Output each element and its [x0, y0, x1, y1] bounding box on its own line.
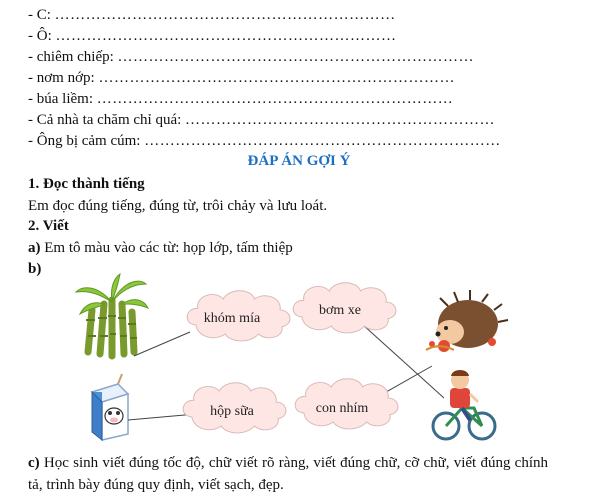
cloud-hop-sua — [183, 383, 286, 433]
exercise-line-ca-nha — [28, 111, 495, 129]
cloud-bom-xe — [293, 283, 396, 333]
line-label: - búa liềm: — [28, 91, 93, 107]
milk-carton-icon — [92, 374, 128, 440]
answer-blank: …………………………………………………………… — [96, 91, 454, 107]
answer-blank: …………………………………………………………… — [117, 49, 475, 65]
cloud-con-nhim — [295, 379, 398, 429]
answer-blank: …………………………………………………… — [185, 112, 496, 128]
item-c-text: Học sinh viết đúng tốc độ, chữ viết rõ ràng, viết đúng chữ, cỡ chữ, viết đúng chính tả, trình bày đúng quy định, viết sạch, đẹp. — [28, 455, 548, 493]
section2-b-label: b) — [28, 261, 42, 277]
section2-title: 2. Viết — [28, 218, 69, 234]
answer-heading: ĐÁP ÁN GỢI Ý — [247, 153, 351, 169]
line-label: - Ô: — [28, 28, 52, 44]
item-c-label: c) — [28, 455, 40, 471]
exercise-line-c — [28, 6, 396, 24]
answer-blank: ………………………………………………………… — [55, 28, 397, 44]
cloud-label: khóm mía — [203, 311, 261, 326]
exercise-line-chiem-chiep — [28, 48, 474, 66]
line-label: - C: — [28, 7, 51, 23]
section2-a — [28, 239, 293, 257]
sugarcane-icon — [76, 274, 148, 356]
exercise-line-o — [28, 27, 397, 45]
exercise-line-ong-bi-cam — [28, 132, 501, 150]
exercise-line-nom-nop — [28, 69, 455, 87]
item-a-text: Em tô màu vào các từ: họp lớp, tấm thiệp — [40, 240, 293, 256]
cloud-khom-mia — [187, 291, 290, 341]
line-label: - nơm nớp: — [28, 70, 95, 86]
hedgehog-icon — [426, 290, 508, 352]
section1-text: Em đọc đúng tiếng, đúng từ, trôi chảy và lưu loát. — [28, 198, 328, 214]
answer-blank: …………………………………………………………… — [144, 133, 501, 149]
matching-figure — [0, 270, 598, 450]
cloud-label: bơm xe — [318, 303, 362, 318]
line-label: - chiêm chiếp: — [28, 49, 114, 65]
cloud-label: hộp sữa — [210, 404, 254, 419]
answer-blank: ………………………………………………………… — [54, 7, 396, 23]
line-label: - Ông bị cảm cúm: — [28, 133, 141, 149]
item-a-label: a) — [28, 240, 41, 256]
answer-blank: …………………………………………………………… — [98, 70, 455, 86]
section1-title: 1. Đọc thành tiếng — [28, 176, 145, 192]
boy-bicycle-icon — [433, 370, 495, 439]
line-label: - Cả nhà ta chăm chỉ quá: — [28, 112, 182, 128]
exercise-line-bua-liem — [28, 90, 453, 108]
cloud-label: con nhím — [315, 401, 369, 416]
section2-c — [28, 452, 548, 496]
